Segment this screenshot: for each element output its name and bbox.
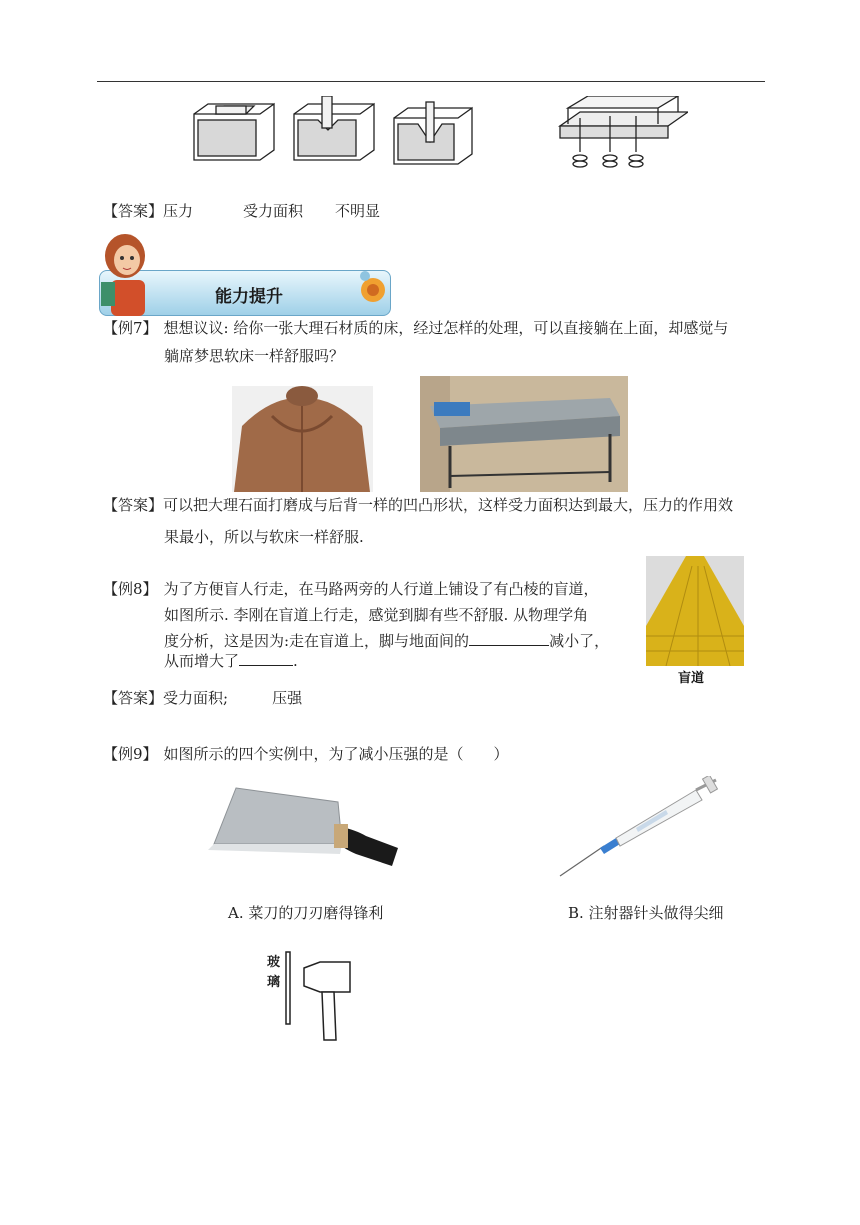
example-8-line3: 度分析，这是因为:走在盲道上，脚与地面间的 减小了，: [164, 632, 610, 650]
example-7-label: 【例7】: [103, 319, 158, 337]
example-8-line2: 如图所示. 李刚在盲道上行走，感觉到脚有些不舒服. 从物理学角: [164, 606, 589, 624]
example-7-line2: 躺席梦思软床一样舒服吗？: [164, 347, 345, 365]
example-7-line1: 【例7】 想想议议: 给你一张大理石材质的床，经过怎样的处理，可以直接躺在上面，却感觉与: [103, 319, 729, 337]
marble-bed-photo: [420, 376, 628, 492]
option-b: B. 注射器针头做得尖细: [568, 904, 724, 922]
option-a: A. 菜刀的刀刃磨得锋利: [228, 904, 384, 922]
answer-7-line1: 【答案】可以把大理石面打磨成与后背一样的凹凸形状，这样受力面积达到最大，压力的作用效: [103, 496, 734, 514]
ornament-icon: [355, 266, 391, 314]
syringe-image: [556, 776, 718, 880]
cleaver-image: [206, 784, 400, 876]
tactile-caption: 盲道: [678, 671, 705, 686]
header-rule: [97, 81, 765, 82]
back-photo: [232, 386, 373, 492]
example-8-line1: 【例8】 为了方便盲人行走，在马路两旁的人行道上铺设了有凸棱的盲道，: [103, 580, 599, 598]
example-8-line4: 从而增大了 .: [164, 652, 298, 670]
pressure-experiment-figure: [188, 96, 688, 176]
answer-label: 【答案】: [103, 202, 164, 220]
example-9-label: 【例9】: [103, 745, 158, 763]
answer-blank-1[interactable]: [469, 631, 549, 646]
answer-label: 【答案】: [103, 689, 164, 707]
answer-1: 【答案】压力 受力面积 不明显: [103, 202, 381, 220]
hammer-glass-figure: [284, 950, 354, 1044]
glass-label: 玻 璃: [267, 955, 281, 990]
example-9-question: 【例9】 如图所示的四个实例中，为了减小压强的是（ ）: [103, 745, 509, 763]
banner-title: 能力提升: [215, 287, 283, 307]
answer-label: 【答案】: [103, 496, 164, 514]
teacher-avatar-icon: [97, 230, 157, 318]
example-8-label: 【例8】: [103, 580, 158, 598]
tactile-paving-photo: [646, 556, 744, 666]
answer-8: 【答案】受力面积; 压强: [103, 689, 303, 707]
answer-7-line2: 果最小，所以与软床一样舒服.: [164, 528, 364, 546]
ability-banner: [97, 230, 397, 320]
answer-blank-2[interactable]: [239, 651, 293, 666]
